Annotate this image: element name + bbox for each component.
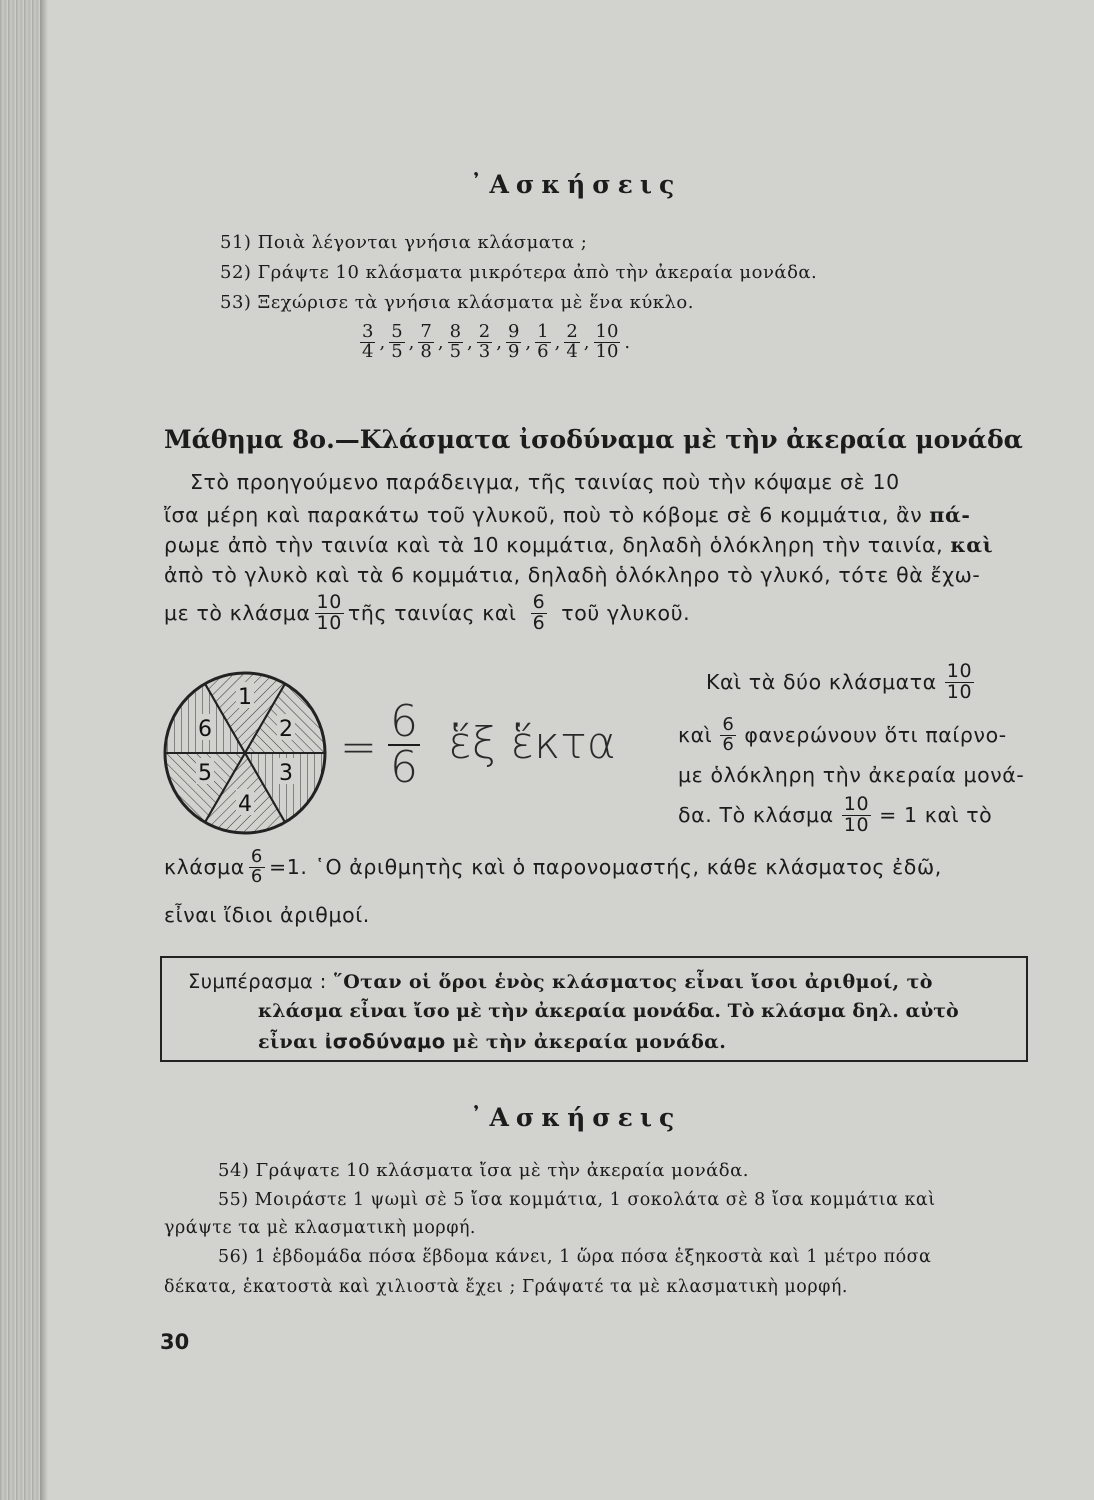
fraction-item: $\frac{9}{9}$	[507, 321, 520, 362]
handwritten-words: ἕξ ἕκτα	[448, 718, 616, 769]
right-line-3: με ὁλόκληρη τὴν ἀκεραία μονά-	[678, 763, 1025, 787]
conclusion-line-2: κλάσμα εἶναι ἴσο μὲ τὴν ἀκεραία μονάδα. Τὸ κλάσμα δηλ. αὐτὸ	[258, 1000, 959, 1022]
exercises-heading-1: ᾿Ασκήσεις	[470, 170, 682, 199]
sector-label-5: 5	[198, 761, 212, 786]
fraction-item: $\frac{2}{4}$	[566, 321, 578, 362]
conclusion-line-1: Συμπέρασμα : ῞Οταν οἱ ὅροι ἑνὸς κλάσματος εἶναι ἴσοι ἀριθμοί, τὸ	[188, 970, 933, 993]
binding-shadow	[40, 0, 48, 1500]
sector-label-6: 6	[198, 717, 212, 742]
conclusion-line-3: εἶναι ἰσοδύναμο μὲ τὴν ἀκεραία μονάδα.	[258, 1030, 727, 1053]
exercise-52: 52) Γράψτε 10 κλάσματα μικρότερα ἀπὸ τὴν ἀκεραία μονάδα.	[220, 262, 818, 283]
body2-line-2: εἶναι ἴδιοι ἀριθμοί.	[164, 903, 370, 927]
fraction-10-10: $\frac{10}{10}$	[946, 660, 973, 703]
sector-label-3: 3	[279, 761, 293, 786]
fraction-10-10: $\frac{10}{10}$	[843, 793, 870, 836]
fraction-item: $\frac{7}{8}$	[420, 321, 432, 362]
book-page-edges	[0, 0, 40, 1500]
exercises-heading-2: ᾿Ασκήσεις	[470, 1103, 682, 1132]
right-line-4: δα. Τὸ κλάσμα $\frac{10}{10}$ = 1 καὶ τὸ	[678, 793, 993, 836]
sector-label-4: 4	[238, 792, 252, 817]
exercise-55-line-2: γράψτε τα μὲ κλασματικὴ μορφή.	[164, 1218, 476, 1238]
page-number: 30	[160, 1330, 190, 1354]
fraction-item: $\frac{1}{6}$	[537, 321, 549, 362]
lesson-name: Κλάσματα ἰσοδύναμα μὲ τὴν ἀκεραία μονάδα	[359, 425, 1023, 454]
exercise-56-line-2: δέκατα, ἑκατοστὰ καὶ χιλιοστὰ ἔχει ; Γράψατέ τα μὲ κλασματικὴ μορφή.	[164, 1277, 848, 1297]
sector-label-2: 2	[279, 717, 293, 742]
fraction-item: $\frac{3}{4}$	[362, 321, 374, 362]
exercise-53: 53) Ξεχώρισε τὰ γνήσια κλάσματα μὲ ἕνα κύκλο.	[220, 292, 694, 313]
exercise-56-line-1: 56) 1 ἑβδομάδα πόσα ἕβδομα κάνει, 1 ὥρα πόσα ἑξηκοστὰ καὶ 1 μέτρο πόσα	[218, 1247, 932, 1267]
body-line-3: ρωμε ἀπὸ τὴν ταινία καὶ τὰ 10 κομμάτια, δηλαδὴ ὁλόκληρη τὴν ταινία, καὶ	[164, 533, 994, 557]
handwritten-fraction: $\frac{6}{6}$	[390, 696, 418, 793]
fraction-10-10: $\frac{10}{10}$	[316, 591, 342, 634]
conclusion-label: Συμπέρασμα :	[188, 970, 327, 993]
right-line-2: καὶ $\frac{6}{6}$ φανερώνουν ὅτι παίρνο-	[678, 714, 1007, 755]
fraction-item: $\frac{2}{3}$	[478, 321, 491, 362]
fraction-6-6: $\frac{6}{6}$	[722, 714, 735, 755]
fraction-list: $\frac{3}{4}$ , $\frac{5}{5}$ , $\frac{7}{8}$ , $\frac{8}{5}$ , $\frac{2}{3}$ , $\frac{9}{9}$ , $\frac{1}{6}$ , $\frac{2}{4}$ , $\frac{10}{10}$ .	[362, 321, 631, 362]
fraction-6-6: $\frac{6}{6}$	[532, 591, 546, 634]
fraction-item: $\frac{5}{5}$	[391, 321, 403, 362]
body2-line-1: κλάσμα $\frac{6}{6}$ =1. ῾Ο ἀριθμητὴς καὶ ὁ παρονομαστής, κάθε κλάσματος ἐδῶ,	[164, 846, 942, 887]
fraction-item: $\frac{8}{5}$	[449, 321, 462, 362]
right-line-1: Καὶ τὰ δύο κλάσματα $\frac{10}{10}$	[706, 660, 973, 703]
sector-label-1: 1	[238, 685, 252, 710]
lesson-number: Μάθημα 8ο.	[164, 425, 335, 454]
circle-six-parts-figure	[160, 668, 330, 838]
exercise-51: 51) Ποιὰ λέγονται γνήσια κλάσματα ;	[220, 232, 588, 253]
body-line-2: ἴσα μέρη καὶ παρακάτω τοῦ γλυκοῦ, ποὺ τὸ κόβομε σὲ 6 κομμάτια, ἂν πά-	[164, 503, 971, 527]
equals-sign: =	[340, 722, 377, 773]
exercise-55-line-1: 55) Μοιράστε 1 ψωμὶ σὲ 5 ἴσα κομμάτια, 1 σοκολάτα σὲ 8 ἴσα κομμάτια καὶ	[218, 1190, 936, 1210]
body-line-5: με τὸ κλάσμα $\frac{10}{10}$ τῆς ταινίας καὶ $\frac{6}{6}$ τοῦ γλυκοῦ.	[164, 591, 691, 634]
exercise-54: 54) Γράψατε 10 κλάσματα ἴσα μὲ τὴν ἀκεραία μονάδα.	[218, 1160, 750, 1181]
fraction-6-6: $\frac{6}{6}$	[250, 846, 263, 887]
body-line-4: ἀπὸ τὸ γλυκὸ καὶ τὰ 6 κομμάτια, δηλαδὴ ὁλόκληρο τὸ γλυκό, τότε θὰ ἔχω-	[164, 563, 981, 587]
body-line-1: Στὸ προηγούμενο παράδειγμα, τῆς ταινίας ποὺ τὴν κόψαμε σὲ 10	[190, 470, 900, 494]
fraction-item: $\frac{10}{10}$	[595, 321, 619, 362]
lesson-dash: —	[334, 425, 360, 454]
lesson-title	[164, 425, 1023, 454]
